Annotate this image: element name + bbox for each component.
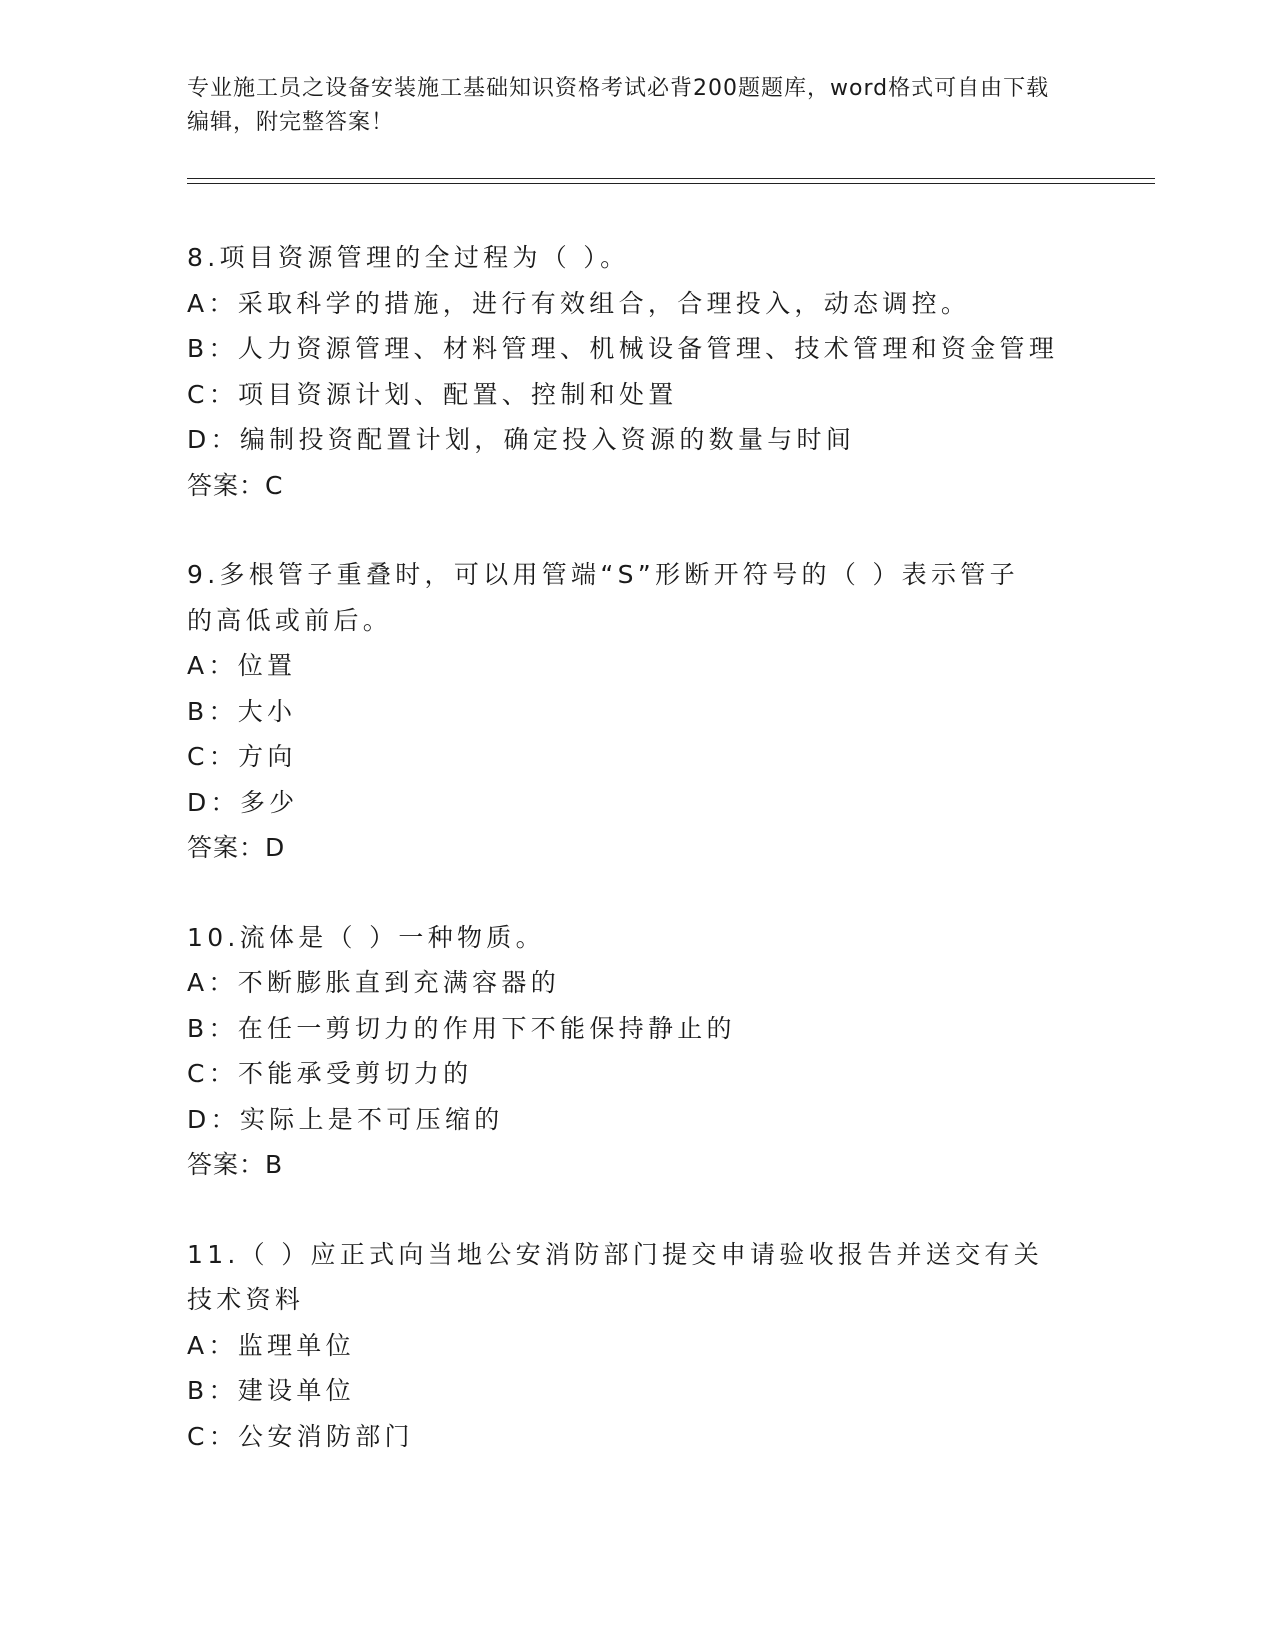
option-d: D：编制投资配置计划，确定投入资源的数量与时间	[187, 425, 856, 454]
document-header	[187, 72, 1067, 140]
answer: 答案：D	[187, 833, 286, 862]
option-c: C：公安消防部门	[187, 1421, 414, 1451]
question-10	[187, 915, 1067, 1188]
option-c: C：方向	[187, 742, 297, 771]
option-b: B：人力资源管理、材料管理、机械设备管理、技术管理和资金管理	[187, 334, 1059, 363]
question-stem: 11.（ ）应正式向当地公安消防部门提交申请验收报告并送交有关技术资料	[187, 1239, 1044, 1314]
option-d: D：多少	[187, 787, 299, 817]
option-b: B：建设单位	[187, 1376, 355, 1405]
question-stem: 9.多根管子重叠时，可以用管端“S”形断开符号的（ ）表示管子的高低或前后。	[187, 560, 1019, 635]
option-c: C：项目资源计划、配置、控制和处置	[187, 379, 678, 409]
question-8	[187, 235, 1067, 508]
question-stem: 10.流体是（ ）一种物质。	[187, 922, 545, 952]
question-stem: 8.项目资源管理的全过程为（ ）。	[187, 243, 630, 272]
option-a: A：不断膨胀直到充满容器的	[187, 968, 561, 997]
header-divider-top	[187, 178, 1155, 179]
option-b: B：在任一剪切力的作用下不能保持静止的	[187, 1013, 736, 1043]
question-list	[187, 235, 1067, 1503]
option-c: C：不能承受剪切力的	[187, 1059, 473, 1088]
header-title: 专业施工员之设备安装施工基础知识资格考试必背200题题库，word格式可自由下载编辑，附完整答案！	[187, 76, 1050, 135]
question-11	[187, 1232, 1067, 1460]
answer: 答案：C	[187, 470, 284, 500]
option-a: A：采取科学的措施，进行有效组合，合理投入，动态调控。	[187, 288, 971, 318]
question-9	[187, 552, 1067, 871]
option-b: B：大小	[187, 696, 297, 726]
option-a: A：监理单位	[187, 1330, 355, 1360]
header-divider-bottom	[187, 183, 1155, 184]
option-d: D：实际上是不可压缩的	[187, 1104, 504, 1134]
answer: 答案：B	[187, 1150, 284, 1179]
option-a: A：位置	[187, 651, 297, 680]
